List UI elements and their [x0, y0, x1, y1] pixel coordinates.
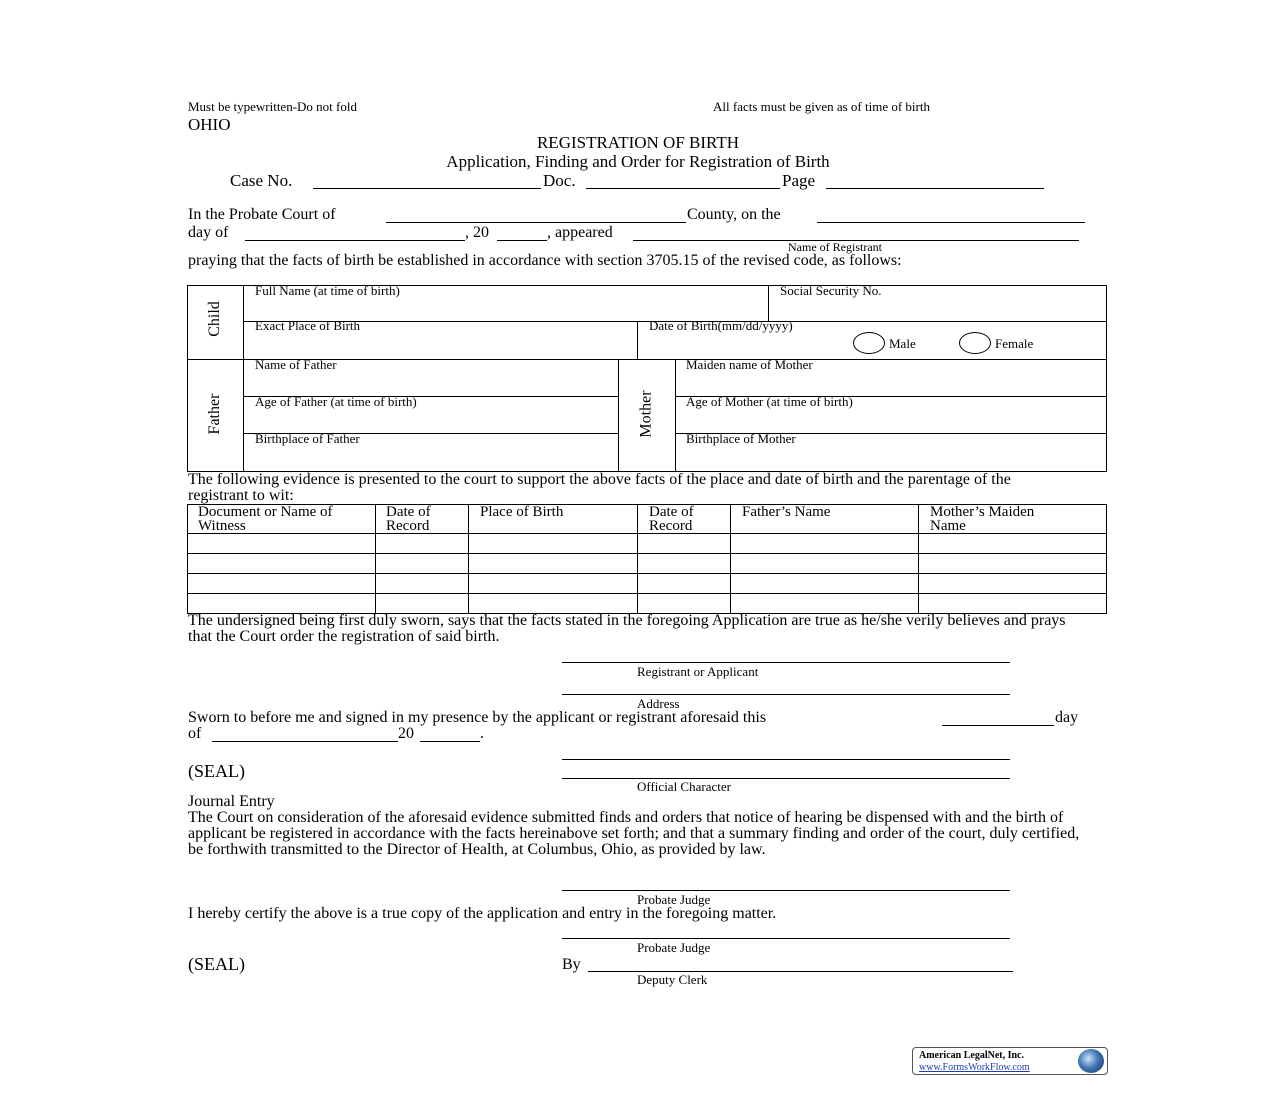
year-prefix: , 20 — [465, 224, 489, 241]
ssn-field[interactable]: Social Security No. — [780, 283, 882, 298]
page-label: Page — [782, 171, 816, 190]
col-date-of-record-1: Date of Record — [386, 504, 431, 534]
mother-age-field[interactable]: Age of Mother (at time of birth) — [686, 394, 853, 409]
certify-text: I hereby certify the above is a true copy of the application and entry in the foregoing matter. — [188, 905, 777, 922]
official-character-caption: Official Character — [637, 779, 731, 794]
official-signature-line[interactable] — [562, 759, 1010, 760]
page-field[interactable] — [826, 188, 1044, 189]
official-character-line[interactable] — [562, 778, 1010, 779]
address-line[interactable] — [562, 694, 1010, 695]
sworn-of-label: of — [188, 725, 202, 742]
father-name-field[interactable]: Name of Father — [255, 357, 337, 372]
sworn-text: Sworn to before me and signed in my presence by the applicant or registrant aforesaid this — [188, 709, 767, 726]
appeared-label: , appeared — [547, 224, 613, 241]
probate-judge-signature-line-2[interactable] — [562, 938, 1010, 939]
globe-icon — [1078, 1049, 1104, 1073]
male-radio[interactable] — [853, 332, 885, 354]
place-of-birth-field[interactable]: Exact Place of Birth — [255, 318, 361, 333]
father-age-field[interactable]: Age of Father (at time of birth) — [255, 394, 417, 409]
sworn-year-field[interactable] — [420, 741, 480, 742]
col-place-of-birth: Place of Birth — [480, 504, 564, 520]
case-no-field[interactable] — [313, 188, 541, 189]
female-label: Female — [995, 336, 1034, 351]
date-of-birth-field[interactable]: Date of Birth(mm/dd/yyyy) — [649, 318, 793, 333]
deputy-clerk-caption: Deputy Clerk — [637, 972, 708, 987]
col-document: Document or Name of Witness — [198, 504, 333, 534]
typewritten-note: Must be typewritten-Do not fold — [188, 99, 357, 114]
address-caption: Address — [637, 696, 680, 711]
form-title: REGISTRATION OF BIRTH — [536, 133, 740, 152]
publisher-link[interactable]: www.FormsWorkFlow.com — [919, 1062, 1030, 1073]
probate-court-label: In the Probate Court of — [188, 206, 336, 223]
probate-judge-signature-line-1[interactable] — [562, 890, 1010, 891]
col-fathers-name: Father’s Name — [742, 504, 831, 520]
praying-text: praying that the facts of birth be established in accordance with section 3705.15 of the revised code, as follows: — [188, 252, 902, 269]
col-date-of-record-2: Date of Record — [649, 504, 694, 534]
sworn-year-prefix: 20 — [398, 725, 414, 742]
father-birthplace-field[interactable]: Birthplace of Father — [255, 431, 360, 446]
day-number-field[interactable] — [817, 222, 1085, 223]
state-label: OHIO — [188, 115, 231, 134]
mother-maiden-name-field[interactable]: Maiden name of Mother — [686, 357, 813, 372]
by-label: By — [562, 956, 581, 973]
year-field[interactable] — [497, 240, 547, 241]
sworn-day-field[interactable] — [942, 725, 1054, 726]
publisher-name: American LegalNet, Inc. — [919, 1050, 1024, 1061]
seal-1: (SEAL) — [188, 761, 245, 781]
journal-text: The Court on consideration of the aforesaid evidence submitted finds and orders that notice of hearing be dispensed with and the birth of applicant be registered in accordance with the facts hereinabove set forth; and that a summary finding and order of the court, duly certified, be forthwith transmitted to the Director of Health, at Columbus, Ohio, as provided by law. — [188, 809, 1080, 858]
col-mothers-maiden-name: Mother’s Maiden Name — [930, 504, 1035, 534]
child-section-label: Child — [206, 301, 223, 337]
female-radio[interactable] — [959, 332, 991, 354]
evidence-intro: The following evidence is presented to the court to support the above facts of the place and date of birth and the parentage of the registrant to wit: — [188, 471, 1011, 504]
form-subtitle: Application, Finding and Order for Registration of Birth — [446, 152, 830, 171]
probate-judge-caption-2: Probate Judge — [637, 940, 711, 955]
sworn-month-field[interactable] — [212, 741, 398, 742]
mother-section-label: Mother — [637, 390, 655, 438]
month-field[interactable] — [245, 240, 465, 241]
mother-birthplace-field[interactable]: Birthplace of Mother — [686, 431, 796, 446]
probate-judge-caption-1: Probate Judge — [637, 892, 711, 907]
county-on-the-label: County, on the — [687, 206, 781, 223]
oath-text: The undersigned being first duly sworn, says that the facts stated in the foregoing Application are true as he/she verily believes and prays that the Court order the registration of said birth. — [188, 612, 1066, 645]
father-section-label: Father — [206, 393, 223, 435]
registrant-caption: Registrant or Applicant — [637, 664, 759, 679]
doc-label: Doc. — [543, 171, 576, 190]
publisher-logo — [912, 1047, 1108, 1075]
facts-note: All facts must be given as of time of birth — [713, 99, 930, 114]
doc-field[interactable] — [586, 188, 780, 189]
sworn-day-label: day — [1055, 709, 1079, 726]
court-county-field[interactable] — [386, 222, 686, 223]
day-of-label: day of — [188, 224, 229, 241]
sworn-period: . — [480, 725, 484, 742]
registrant-signature-line[interactable] — [562, 662, 1010, 663]
male-label: Male — [889, 336, 916, 351]
name-of-registrant-caption: Name of Registrant — [788, 240, 882, 254]
case-no-label: Case No. — [230, 171, 293, 190]
seal-2: (SEAL) — [188, 954, 245, 974]
full-name-field[interactable]: Full Name (at time of birth) — [255, 283, 400, 298]
journal-heading: Journal Entry — [188, 793, 275, 810]
